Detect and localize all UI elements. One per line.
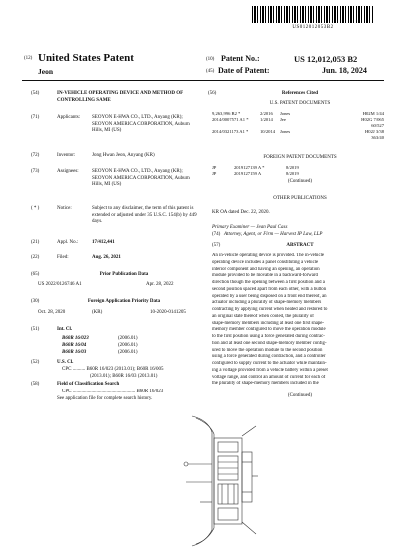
- references-continued: (Continued): [287, 179, 313, 184]
- us-patent-docs-list: [212, 111, 384, 141]
- abstract-line: tion and at least one second shape-memory member config-: [212, 340, 327, 346]
- code-54: (54): [31, 91, 40, 96]
- code-10: (10): [206, 57, 215, 62]
- prior-publication-no: US 2022/0126746 A1: [38, 282, 82, 287]
- barcode-number: US012012053B2: [292, 25, 334, 30]
- foreign-priority-country: (KR): [92, 310, 103, 315]
- appl-no-label: Appl. No.:: [57, 240, 79, 245]
- int-cl-heading: Int. Cl.: [57, 327, 73, 332]
- int-cl-code: B60R 16/03: [62, 350, 87, 355]
- patent-type-title: United States Patent: [38, 52, 134, 64]
- foreign-patent-doc-row: JP 2019127139 A * 8/2019: [212, 165, 299, 170]
- us-patent-doc-row: 9,263,996 B2 * 2/2016 Jones H02M 1/44: [212, 111, 384, 116]
- filed-label: Filed:: [57, 255, 69, 260]
- us-patent-doc-row: 60/527: [371, 123, 384, 128]
- int-cl-version: (2006.01): [118, 343, 138, 348]
- abstract-line: module provided to be movable in a backward-forward: [212, 273, 318, 279]
- appl-no: 17/412,441: [92, 240, 115, 245]
- filed-date: Aug. 26, 2021: [92, 255, 121, 260]
- code-51: (51): [31, 327, 40, 332]
- abstract-line: contracting by applying current when heated and restored to: [212, 307, 328, 312]
- abstract-continued: (Continued): [287, 393, 313, 398]
- us-cl-line-1: CPC .......... B60R 16/023 (2013.01); B60R 16/005: [62, 367, 164, 372]
- prior-publication-date: Apr. 28, 2022: [146, 282, 174, 287]
- abstract-line: direction though the opening between a first position and a: [212, 280, 325, 285]
- abstract-line: configured to supply current to the actuator while maintain-: [212, 361, 327, 366]
- patent-number: US 12,012,053 B2: [294, 54, 358, 64]
- abstract-line: operated by a user being disposed on a front end thereof, an: [212, 293, 327, 299]
- prior-publication-heading: Prior Publication Data: [99, 272, 149, 277]
- abstract-text: [212, 253, 384, 388]
- barcode: [252, 6, 374, 23]
- code-12: (12): [24, 56, 33, 61]
- field-search-note: See application file for complete search history.: [57, 396, 153, 401]
- notice: Subject to any disclaimer, the term of this patent is extended or adjusted under 35 U.S.C. 154(b) by 449 days.: [92, 206, 197, 225]
- primary-examiner: Primary Examiner — Jean Paul Cass: [212, 225, 288, 230]
- code-notice: ( * ): [31, 206, 40, 211]
- us-patent-docs-heading: U.S. PATENT DOCUMENTS: [269, 101, 331, 106]
- code-21: (21): [31, 240, 40, 245]
- code-71: (71): [31, 115, 40, 120]
- abstract-heading: ABSTRACT: [286, 243, 314, 248]
- references-heading: References Cited: [281, 91, 319, 96]
- abstract-line: operating device includes a panel constituting a vehicle: [212, 259, 319, 265]
- int-cl-code: B60R 16/023: [62, 336, 89, 341]
- other-publications-heading: OTHER PUBLICATIONS: [273, 196, 327, 201]
- code-52: (52): [31, 360, 40, 365]
- abstract-line: voltage range, and control an amount of current for each of: [212, 374, 326, 380]
- foreign-patent-docs-heading: FOREIGN PATENT DOCUMENTS: [263, 155, 337, 160]
- code-58: (58): [31, 382, 40, 387]
- header-rule: [22, 80, 384, 81]
- abstract-line: the plurality of shape-memory members included in the: [212, 381, 319, 387]
- us-patent-doc-row: 2014/0321173 A1 * 10/2014 Jones H02J 3/38: [212, 129, 384, 134]
- us-patent-doc-row: 363/40: [371, 135, 384, 140]
- attorney: Attorney, Agent, or Firm — Harvest IP Law, LLP: [224, 232, 323, 237]
- inventor-short-name: Jeon: [38, 67, 53, 76]
- code-65: (65): [31, 272, 40, 277]
- code-22: (22): [31, 255, 40, 260]
- int-cl-code: B60R 16/04: [62, 343, 87, 348]
- code-73: (73): [31, 169, 40, 174]
- foreign-patent-doc-row: JP 2019127159 A 8/2019: [212, 171, 299, 176]
- code-57: (57): [212, 243, 221, 248]
- int-cl-version: (2006.01): [118, 350, 138, 355]
- code-74: (74): [212, 232, 221, 237]
- us-cl-line-2: (2013.01); B60R 16/03 (2013.01): [90, 374, 158, 379]
- notice-label: Notice:: [57, 206, 72, 211]
- patent-no-label: Patent No.:: [221, 54, 260, 63]
- applicants: SEOYON E-HWA CO., LTD., Anyang (KR); SEOYON AMERICA CORPORATION, Auburn Hills, MI (US): [92, 115, 190, 134]
- field-search-heading: Field of Classification Search: [57, 382, 120, 387]
- date-of-patent-label: Date of Patent:: [218, 66, 270, 75]
- inventor-label: Inventor:: [57, 153, 76, 158]
- code-72: (72): [31, 153, 40, 158]
- code-30: (30): [31, 299, 40, 304]
- abstract-line: An in-vehicle operating device is provided. The in-vehicle: [212, 253, 325, 258]
- field-search-cpc: CPC .................................................. B60R 16/023: [62, 389, 164, 394]
- us-cl-heading: U.S. Cl.: [57, 360, 74, 365]
- assignees: SEOYON E-HWA CO., LTD., Anyang (KR); SEOYON AMERICA CORPORATION, Auburn Hills, MI (US): [92, 169, 190, 188]
- abstract-line: to the first position using a force generated during contrac-: [212, 334, 325, 339]
- other-publication: KR OA dated Dec. 22, 2020.: [212, 210, 270, 215]
- abstract-line: second position spaced apart from each other, with a button: [212, 286, 327, 292]
- abstract-line: actuator including a plurality of shape-memory members: [212, 300, 322, 306]
- abstract-line: memory member configured to move the operation module: [212, 327, 326, 333]
- int-cl-version: (2006.01): [118, 336, 138, 341]
- date-of-patent: Jun. 18, 2024: [322, 66, 367, 75]
- inventor: Jong Hwan Jeon, Anyang (KR): [92, 153, 155, 158]
- code-45: (45): [206, 69, 215, 74]
- abstract-line: an original state thereof when cooled, the plurality of: [212, 313, 314, 319]
- assignees-label: Assignees:: [57, 169, 79, 174]
- foreign-priority-heading: Foreign Application Priority Data: [87, 299, 161, 304]
- foreign-priority-date: Oct. 28, 2020: [38, 310, 66, 315]
- invention-title: IN-VEHICLE OPERATING DEVICE AND METHOD OF CONTROLLING SAME: [57, 91, 183, 103]
- us-patent-doc-row: 2014/0007571 A1 * 1/2014 Jee H02G 7/065: [212, 117, 384, 122]
- abstract-line: using a force generated during contraction, and a controller: [212, 354, 326, 360]
- foreign-priority-number: 10-2020-0141205: [150, 310, 186, 315]
- representative-drawing: [178, 412, 260, 550]
- abstract-line: shape-memory members including at least one first shape-: [212, 320, 325, 326]
- foreign-patent-docs-list: [212, 165, 384, 177]
- abstract-line: ing a voltage provided from a vehicle battery within a preset: [212, 367, 328, 373]
- applicants-label: Applicants:: [57, 115, 81, 120]
- abstract-line: interior component and having an opening, an operation: [212, 266, 320, 272]
- code-56: (56): [208, 91, 217, 96]
- abstract-line: ured to move the operation module to the second position: [212, 347, 323, 353]
